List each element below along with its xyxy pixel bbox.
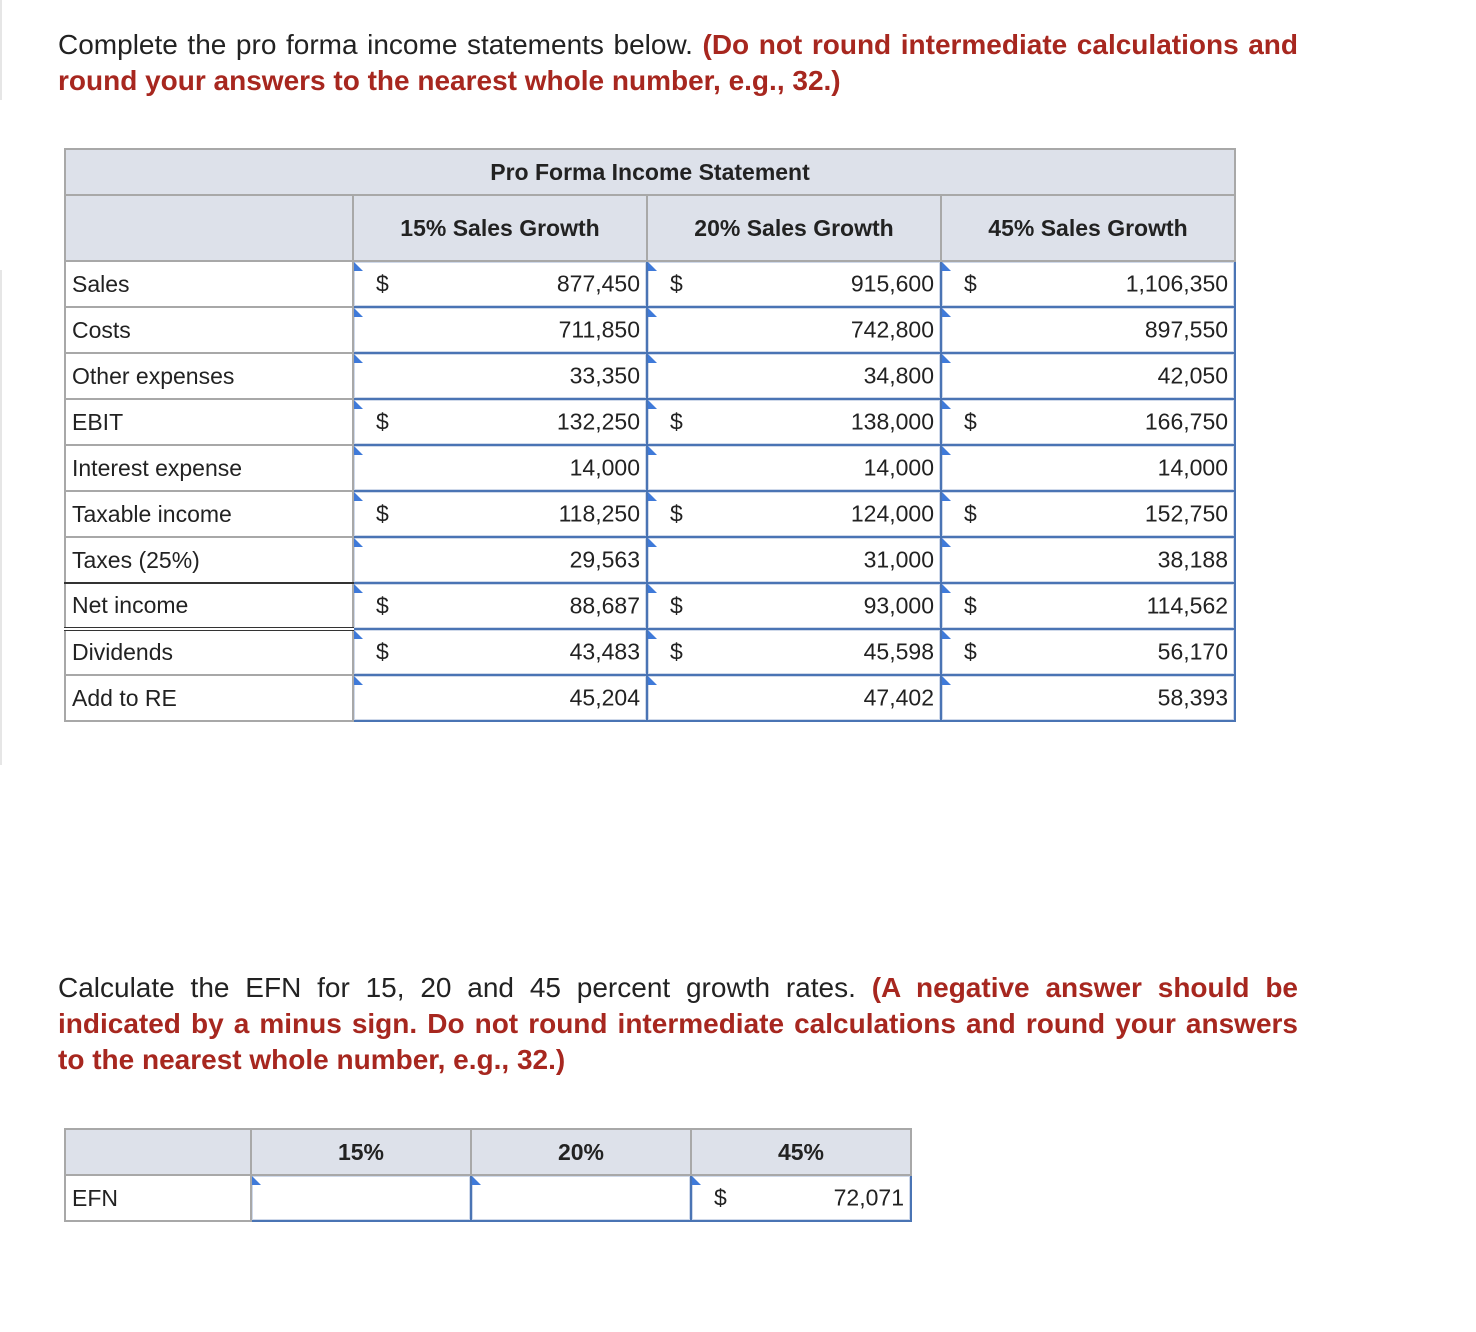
input-cell-45[interactable] <box>941 537 1235 583</box>
cell-value: 34,800 <box>863 362 934 389</box>
cell-value: 897,550 <box>1144 316 1229 343</box>
cell-value: 88,687 <box>569 592 640 619</box>
cell-value: 124,000 <box>850 500 934 527</box>
row-label: Net income <box>65 583 353 629</box>
row-label: Taxes (25%) <box>65 537 353 583</box>
input-cell-20[interactable] <box>647 307 941 353</box>
cell-value: 42,050 <box>1157 362 1229 389</box>
efn-dollar-45: $ <box>714 1184 727 1211</box>
cell-value: 38,188 <box>1157 546 1229 573</box>
cell-value: 166,750 <box>1144 408 1229 435</box>
efn-input-15[interactable] <box>251 1175 471 1221</box>
efn-col-45: 45% <box>691 1129 911 1175</box>
row-label: EBIT <box>65 399 353 445</box>
efn-instructions-text: Calculate the EFN for 15, 20 and 45 percent growth rates. <box>58 972 856 1003</box>
cell-value: 152,750 <box>1144 500 1229 527</box>
efn-input-20[interactable] <box>471 1175 691 1221</box>
efn-instructions <box>58 970 1298 1078</box>
efn-row-label: EFN <box>65 1175 251 1221</box>
input-cell-45[interactable] <box>941 445 1235 491</box>
input-cell-45[interactable] <box>941 675 1235 721</box>
row-label: Interest expense <box>65 445 353 491</box>
efn-value-45: 72,071 <box>833 1184 904 1211</box>
cell-value: 877,450 <box>556 270 640 297</box>
input-cell-15[interactable] <box>353 445 647 491</box>
input-cell-20[interactable] <box>647 491 941 537</box>
input-cell-20[interactable] <box>647 261 941 307</box>
cell-value: 14,000 <box>1157 454 1229 481</box>
dollar-sign: $ <box>964 500 977 527</box>
row-label: Taxable income <box>65 491 353 537</box>
input-cell-15[interactable] <box>353 583 647 629</box>
dollar-sign: $ <box>964 408 977 435</box>
dollar-sign: $ <box>376 638 389 665</box>
input-cell-20[interactable] <box>647 675 941 721</box>
input-cell-15[interactable] <box>353 261 647 307</box>
dollar-sign: $ <box>376 592 389 619</box>
dollar-sign: $ <box>670 638 683 665</box>
cell-value: 31,000 <box>863 546 934 573</box>
col-header-20: 20% Sales Growth <box>647 195 941 261</box>
cell-value: 14,000 <box>863 454 934 481</box>
income-row <box>65 583 1235 629</box>
dollar-sign: $ <box>376 408 389 435</box>
efn-instructions-note: (A negative answer should be indicated by a minus sign. Do not round intermediate calculations and round your answers to the nearest whole number, e.g., 32.) <box>58 972 1299 1075</box>
cell-value: 45,598 <box>863 638 934 665</box>
income-rows <box>65 261 1235 721</box>
income-row <box>65 629 1235 675</box>
input-cell-45[interactable] <box>941 307 1235 353</box>
dollar-sign: $ <box>670 408 683 435</box>
input-cell-45[interactable] <box>941 261 1235 307</box>
input-cell-15[interactable] <box>353 307 647 353</box>
dollar-sign: $ <box>376 500 389 527</box>
efn-header-blank <box>65 1129 251 1175</box>
input-cell-20[interactable] <box>647 537 941 583</box>
cell-value: 132,250 <box>556 408 640 435</box>
dollar-sign: $ <box>376 270 389 297</box>
input-cell-45[interactable] <box>941 491 1235 537</box>
income-row <box>65 261 1235 307</box>
cell-value: 29,563 <box>569 546 640 573</box>
input-cell-45[interactable] <box>941 629 1235 675</box>
col-header-45: 45% Sales Growth <box>941 195 1235 261</box>
input-cell-15[interactable] <box>353 675 647 721</box>
income-row <box>65 491 1235 537</box>
input-cell-20[interactable] <box>647 399 941 445</box>
cell-value: 742,800 <box>850 316 934 343</box>
income-row <box>65 399 1235 445</box>
input-cell-20[interactable] <box>647 445 941 491</box>
dollar-sign: $ <box>964 592 977 619</box>
cell-value: 118,250 <box>558 500 640 527</box>
efn-input-45[interactable] <box>691 1175 911 1221</box>
income-instructions <box>58 27 1298 99</box>
pro-forma-income-table <box>64 148 1236 722</box>
income-header-blank <box>65 195 353 261</box>
input-cell-15[interactable] <box>353 399 647 445</box>
input-cell-15[interactable] <box>353 491 647 537</box>
row-label: Costs <box>65 307 353 353</box>
dollar-sign: $ <box>964 638 977 665</box>
left-rule-mid <box>0 270 2 765</box>
efn-table <box>64 1128 912 1222</box>
income-row <box>65 675 1235 721</box>
input-cell-20[interactable] <box>647 629 941 675</box>
income-row <box>65 537 1235 583</box>
input-cell-15[interactable] <box>353 353 647 399</box>
income-instructions-text: Complete the pro forma income statements below. <box>58 29 693 60</box>
efn-col-15: 15% <box>251 1129 471 1175</box>
input-cell-45[interactable] <box>941 399 1235 445</box>
cell-value: 1,106,350 <box>1125 270 1229 297</box>
input-cell-45[interactable] <box>941 583 1235 629</box>
dollar-sign: $ <box>670 592 683 619</box>
income-instructions-note: (Do not round intermediate calculations and round your answers to the nearest whole number, e.g., 32.) <box>58 29 1299 96</box>
input-cell-20[interactable] <box>647 583 941 629</box>
cell-value: 43,483 <box>569 638 640 665</box>
cell-value: 58,393 <box>1157 684 1229 711</box>
cell-value: 711,850 <box>558 316 640 343</box>
dollar-sign: $ <box>670 500 683 527</box>
cell-value: 915,600 <box>850 270 934 297</box>
income-row <box>65 445 1235 491</box>
efn-col-20: 20% <box>471 1129 691 1175</box>
cell-value: 33,350 <box>569 362 640 389</box>
income-row <box>65 353 1235 399</box>
dollar-sign: $ <box>670 270 683 297</box>
input-cell-45[interactable] <box>941 353 1235 399</box>
input-cell-15[interactable] <box>353 537 647 583</box>
col-header-15: 15% Sales Growth <box>353 195 647 261</box>
cell-value: 56,170 <box>1157 638 1229 665</box>
dollar-sign: $ <box>964 270 977 297</box>
row-label: Add to RE <box>65 675 353 721</box>
input-cell-20[interactable] <box>647 353 941 399</box>
cell-value: 114,562 <box>1146 592 1229 619</box>
row-label: Sales <box>65 261 353 307</box>
income-table-title: Pro Forma Income Statement <box>65 149 1235 195</box>
left-rule-top <box>0 0 2 100</box>
row-label: Other expenses <box>65 353 353 399</box>
cell-value: 14,000 <box>569 454 640 481</box>
cell-value: 45,204 <box>569 684 640 711</box>
cell-value: 93,000 <box>863 592 934 619</box>
income-row <box>65 307 1235 353</box>
row-label: Dividends <box>65 629 353 675</box>
cell-value: 47,402 <box>863 684 934 711</box>
input-cell-15[interactable] <box>353 629 647 675</box>
cell-value: 138,000 <box>850 408 934 435</box>
